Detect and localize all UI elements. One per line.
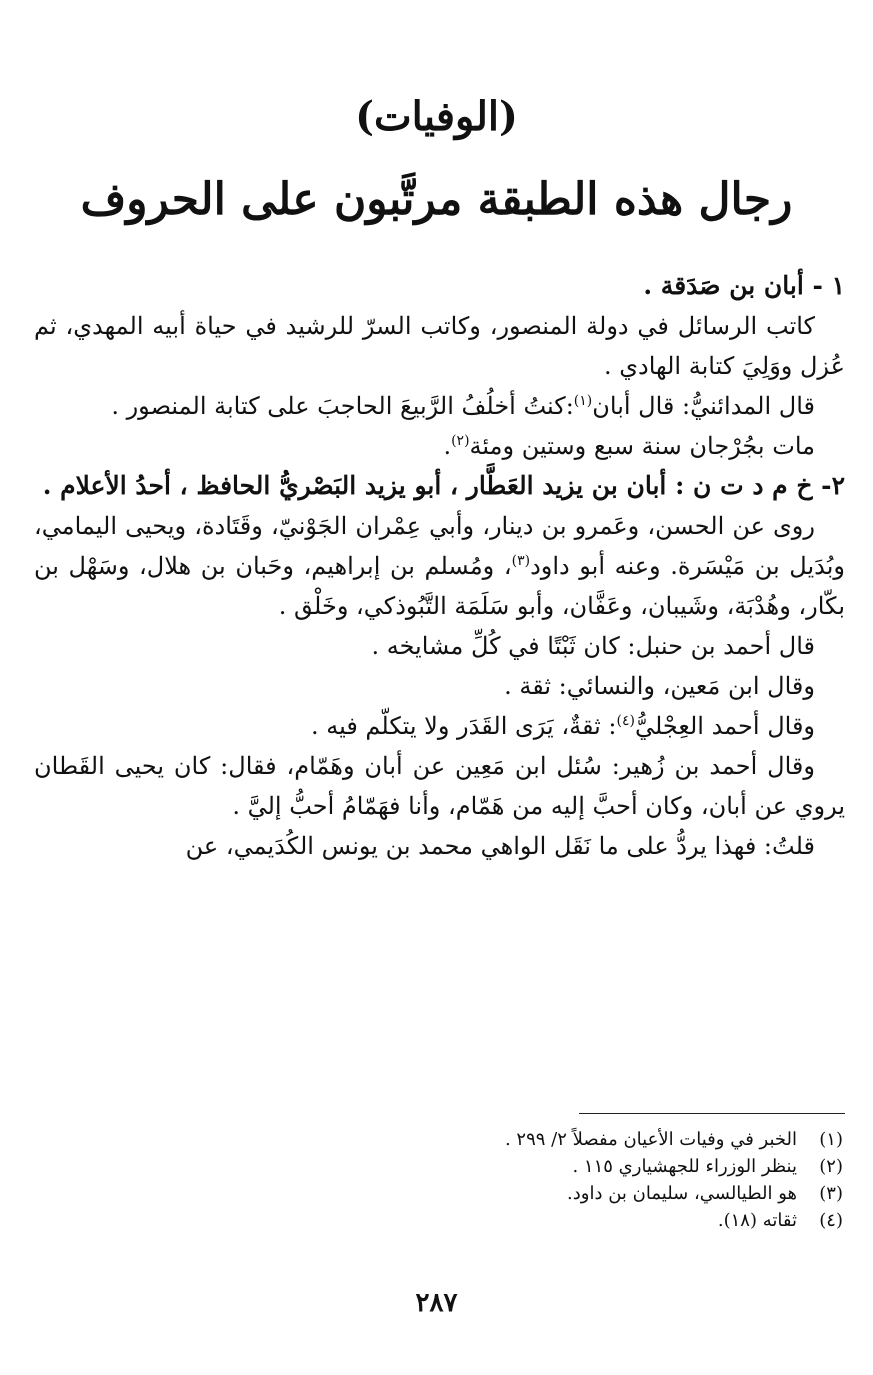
entry-heading-2: ٢- خ م د ت ن : أبان بن يزيد العَطَّار ، أبو يزيد البَصْريُّ الحافظ ، أحدُ الأعلام . [42, 471, 845, 500]
entry-1-paragraph [34, 386, 845, 426]
text-run: :كنتُ أخلُفُ الرَّبيعَ الحاجبَ على كتابة المنصور . [111, 392, 574, 420]
footnote-number: (٢) [819, 1156, 843, 1177]
text-run: ، ومُسلم بن إبراهيم، وحَبان بن هلال، وسَهْل بن بكّار، وهُدْبَة، وشَيبان، وعَفَّان، وأبو سَلَمَة التَّبُوذكي، وخَلْق . [34, 552, 845, 620]
footnote-ref[interactable]: (٢) [451, 433, 470, 449]
entry-2-paragraph: وقال أحمد بن زُهير: سُئل ابن مَعِين عن أبان وهَمّام، فقال: كان يحيى القَطان يروي عن أبان، وكان أحبَّ إليه من هَمّام، وأنا فهَمّامُ أحبُّ إليَّ . [34, 752, 845, 820]
entry-1-paragraph [34, 426, 845, 466]
text-run: روى عن الحسن، وعَمرو بن دينار، وأبي عِمْران الجَوْنيّ، وقَتَادة، ويحيى اليمامي، وبُدَيل بن مَيْسَرة. وعنه أبو داود [34, 512, 845, 580]
entry-heading-1: ١ - أبان بن صَدَقة . [643, 271, 845, 300]
footnote-ref[interactable]: (١) [573, 393, 593, 409]
text-run: مات بجُرْجان سنة سبع وستين ومئة [469, 432, 815, 460]
section-title: (الوفيات) [355, 93, 518, 140]
footnote [40, 1153, 843, 1180]
footnote-divider [579, 1113, 845, 1114]
footnote-ref[interactable]: (٤) [616, 713, 635, 729]
text-run: . [443, 432, 452, 460]
footnotes [40, 1126, 843, 1234]
footnote-text: هو الطيالسي، سليمان بن داود. [567, 1183, 797, 1204]
footnote [40, 1207, 843, 1234]
footnote [40, 1126, 843, 1153]
footnote-number: (٤) [819, 1210, 843, 1231]
entry-2-paragraph [34, 706, 845, 746]
entry-1-paragraph: كاتب الرسائل في دولة المنصور، وكاتب السرّ للرشيد في حياة أبيه المهدي، ثم عُزل ووَلِيَ كتابة الهادي . [34, 312, 845, 380]
main-text [34, 266, 845, 866]
text-run: وقال أحمد العِجْليُّ [634, 712, 815, 740]
footnote-text: ينظر الوزراء للجهشياري ١١٥ . [572, 1156, 797, 1177]
footnote-text: ثقاته (١٨). [717, 1210, 797, 1231]
entry-2-paragraph [34, 506, 845, 626]
text-run: قال المدائنيُّ: قال أبان [592, 392, 815, 420]
entry-2-paragraph: قال أحمد بن حنبل: كان ثَبْتًا في كُلِّ مشايخه . [371, 632, 815, 660]
footnote [40, 1180, 843, 1207]
footnote-text: الخبر في وفيات الأعيان مفصلاً ٢/ ٢٩٩ . [504, 1129, 797, 1150]
text-run: : ثقةٌ، يَرَى القَدَر ولا يتكلّم فيه . [310, 712, 617, 740]
entry-2-paragraph: قلتُ: فهذا يردُّ على ما نَقَل الواهي محمد بن يونس الكُدَيمي، عن [185, 832, 815, 860]
footnote-ref[interactable]: (٣) [511, 553, 531, 569]
footnote-number: (١) [819, 1129, 843, 1150]
entry-2-paragraph: وقال ابن مَعين، والنسائي: ثقة . [504, 672, 815, 700]
section-subtitle: رجال هذه الطبقة مرتَّبون على الحروف [80, 174, 793, 225]
page-number: ٢٨٧ [415, 1288, 458, 1318]
footnote-number: (٣) [819, 1183, 843, 1204]
